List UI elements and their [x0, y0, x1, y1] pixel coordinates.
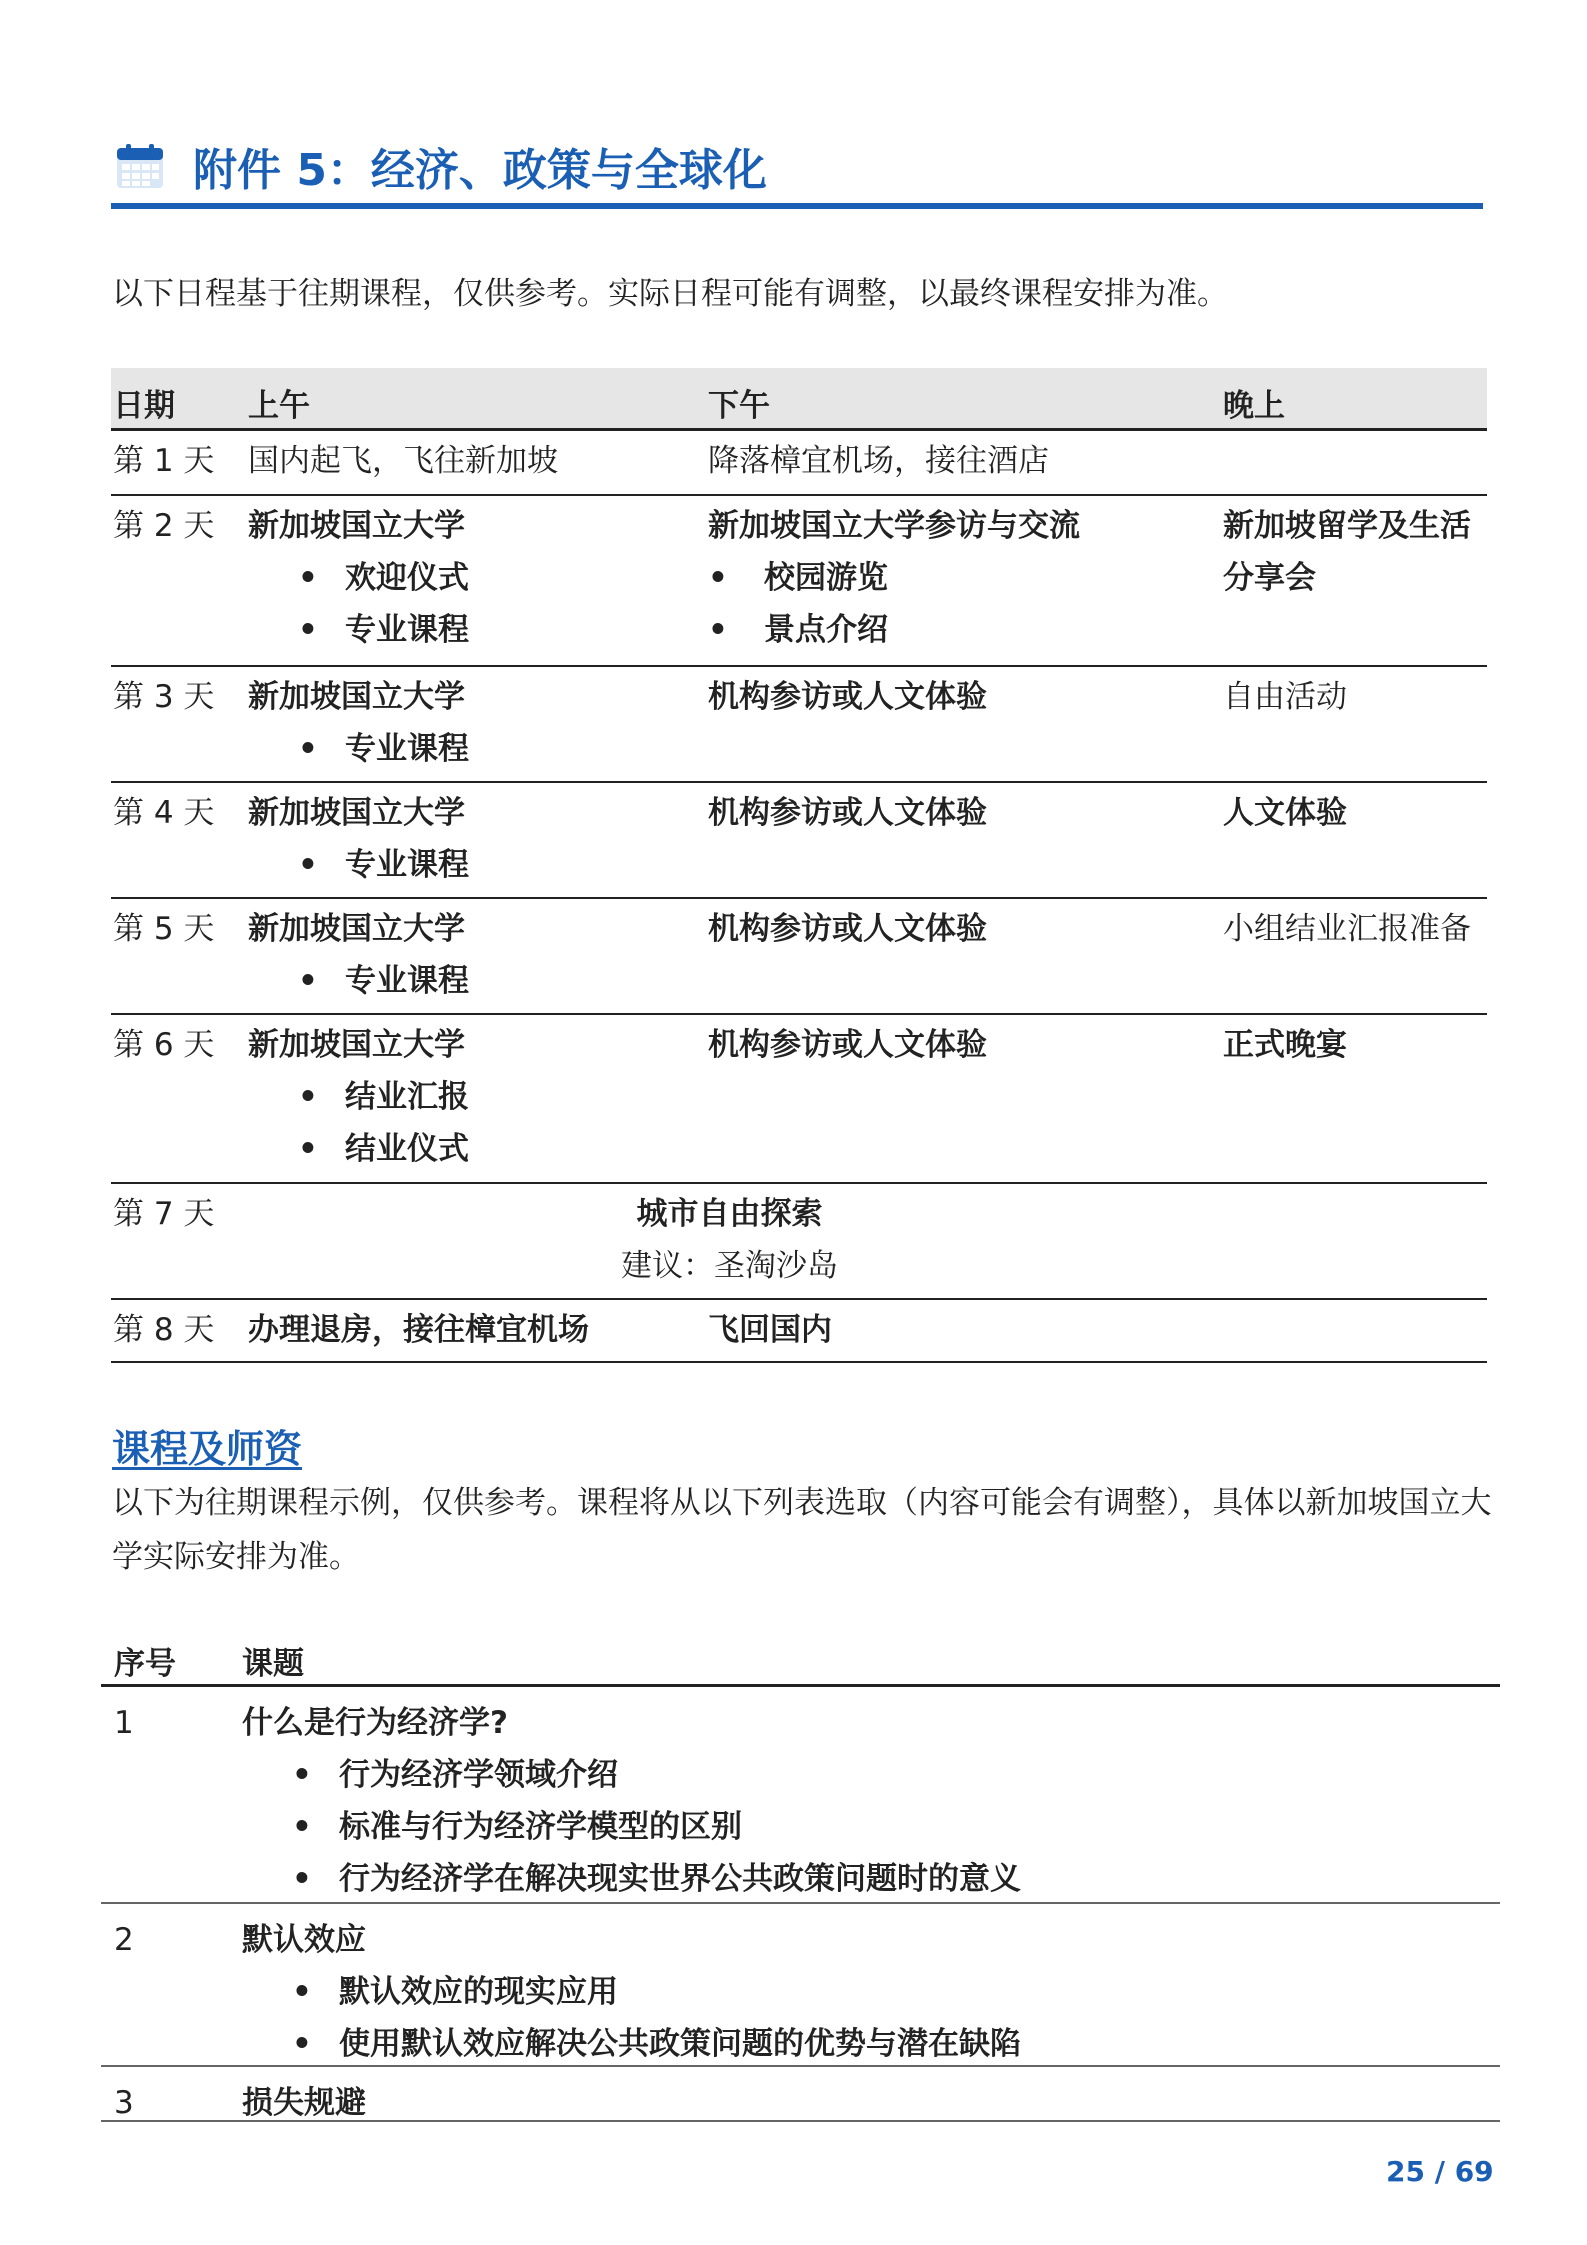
day-label: 第 4 天 [113, 795, 215, 831]
col-header-afternoon: 下午 [708, 388, 770, 424]
list-item: • 默认效应的现实应用 [242, 1966, 1021, 2018]
evening-cell: 小组结业汇报准备 [1223, 911, 1471, 947]
list-item: • 结业仪式 [248, 1123, 469, 1175]
course-topic [242, 1914, 1021, 2070]
course-number: 1 [114, 1705, 134, 1741]
table-row [101, 2067, 1500, 2122]
morning-cell: 办理退房，接往樟宜机场 [248, 1312, 589, 1348]
page-number: 25 / 69 [1386, 2155, 1494, 2188]
morning-cell: 国内起飞，飞往新加坡 [248, 443, 558, 479]
day-label: 第 3 天 [113, 679, 215, 715]
day-label: 第 2 天 [113, 508, 215, 544]
morning-title: 新加坡国立大学 [248, 1027, 465, 1063]
afternoon-cell: 降落樟宜机场，接往酒店 [708, 443, 1049, 479]
course-table [101, 1628, 1500, 2122]
full-day-subtitle: 建议：圣淘沙岛 [621, 1248, 838, 1284]
page-title: 附件 5：经济、政策与全球化 [193, 145, 767, 196]
afternoon-cell: 机构参访或人文体验 [708, 795, 987, 831]
evening-cell [1223, 500, 1471, 604]
col-header-date: 日期 [113, 388, 175, 424]
day-label: 第 6 天 [113, 1027, 215, 1063]
course-topic [242, 2077, 366, 2129]
list-item: • 结业汇报 [248, 1071, 469, 1123]
table-row [111, 431, 1487, 496]
table-row [111, 1300, 1487, 1363]
course-title: 损失规避 [242, 2085, 366, 2121]
table-row [111, 667, 1487, 783]
afternoon-cell [708, 500, 1080, 656]
list-item: • 行为经济学领域介绍 [242, 1749, 1021, 1801]
course-header-row [101, 1628, 1500, 1687]
intro-text: 以下日程基于往期课程，仅供参考。实际日程可能有调整，以最终课程安排为准。 [112, 276, 1228, 312]
list-item: • 专业课程 [248, 839, 469, 891]
courses-section-title[interactable]: 课程及师资 [112, 1427, 303, 1471]
course-title: 什么是行为经济学? [242, 1705, 508, 1741]
evening-cell: 自由活动 [1223, 679, 1347, 715]
list-item: • 专业课程 [248, 955, 469, 1007]
afternoon-cell: 机构参访或人文体验 [708, 1027, 987, 1063]
afternoon-cell: 机构参访或人文体验 [708, 679, 987, 715]
day-label: 第 1 天 [113, 443, 215, 479]
col-header-topic: 课题 [242, 1646, 304, 1682]
list-item: • 使用默认效应解决公共政策问题的优势与潜在缺陷 [242, 2018, 1021, 2070]
table-row [111, 783, 1487, 899]
afternoon-title: 新加坡国立大学参访与交流 [708, 508, 1080, 544]
morning-cell [248, 1019, 469, 1175]
course-topic [242, 1697, 1021, 1905]
courses-description: 以下为往期课程示例，仅供参考。课程将从以下列表选取（内容可能会有调整），具体以新加坡国立大学实际安排为准。 [112, 1485, 1492, 1575]
schedule-header-row [111, 368, 1487, 431]
morning-title: 新加坡国立大学 [248, 508, 465, 544]
table-row [101, 1687, 1500, 1904]
course-title: 默认效应 [242, 1922, 366, 1958]
list-item: • 校园游览 [708, 552, 1080, 604]
evening-cell: 人文体验 [1223, 795, 1347, 831]
full-day-title: 城市自由探索 [636, 1196, 823, 1232]
full-day-cell [111, 1188, 1348, 1292]
calendar-icon [117, 144, 163, 188]
day-label: 第 7 天 [113, 1196, 215, 1232]
afternoon-cell: 机构参访或人文体验 [708, 911, 987, 947]
page-header [111, 128, 1483, 208]
evening-line: 分享会 [1223, 560, 1316, 596]
morning-title: 新加坡国立大学 [248, 679, 465, 715]
morning-title: 新加坡国立大学 [248, 911, 465, 947]
evening-line: 新加坡留学及生活 [1223, 508, 1471, 544]
list-item: • 行为经济学在解决现实世界公共政策问题时的意义 [242, 1853, 1021, 1905]
table-row [111, 496, 1487, 667]
list-item: • 标准与行为经济学模型的区别 [242, 1801, 1021, 1853]
morning-cell [248, 500, 469, 656]
morning-title: 新加坡国立大学 [248, 795, 465, 831]
list-item: • 景点介绍 [708, 604, 1080, 656]
afternoon-cell: 飞回国内 [708, 1312, 832, 1348]
col-header-evening: 晚上 [1223, 388, 1285, 424]
table-row [111, 1015, 1487, 1184]
morning-cell [248, 787, 469, 891]
table-row [101, 1904, 1500, 2067]
course-number: 2 [114, 1922, 134, 1958]
list-item: • 专业课程 [248, 723, 469, 775]
col-header-number: 序号 [114, 1646, 176, 1682]
schedule-table [111, 368, 1487, 1363]
list-item: • 欢迎仪式 [248, 552, 469, 604]
col-header-morning: 上午 [248, 388, 310, 424]
evening-cell: 正式晚宴 [1223, 1027, 1347, 1063]
morning-cell [248, 671, 469, 775]
title-divider [111, 203, 1483, 209]
morning-cell [248, 903, 469, 1007]
day-label: 第 5 天 [113, 911, 215, 947]
table-row [111, 899, 1487, 1015]
day-label: 第 8 天 [113, 1312, 215, 1348]
list-item: • 专业课程 [248, 604, 469, 656]
course-number: 3 [114, 2085, 134, 2121]
table-row [111, 1184, 1487, 1300]
